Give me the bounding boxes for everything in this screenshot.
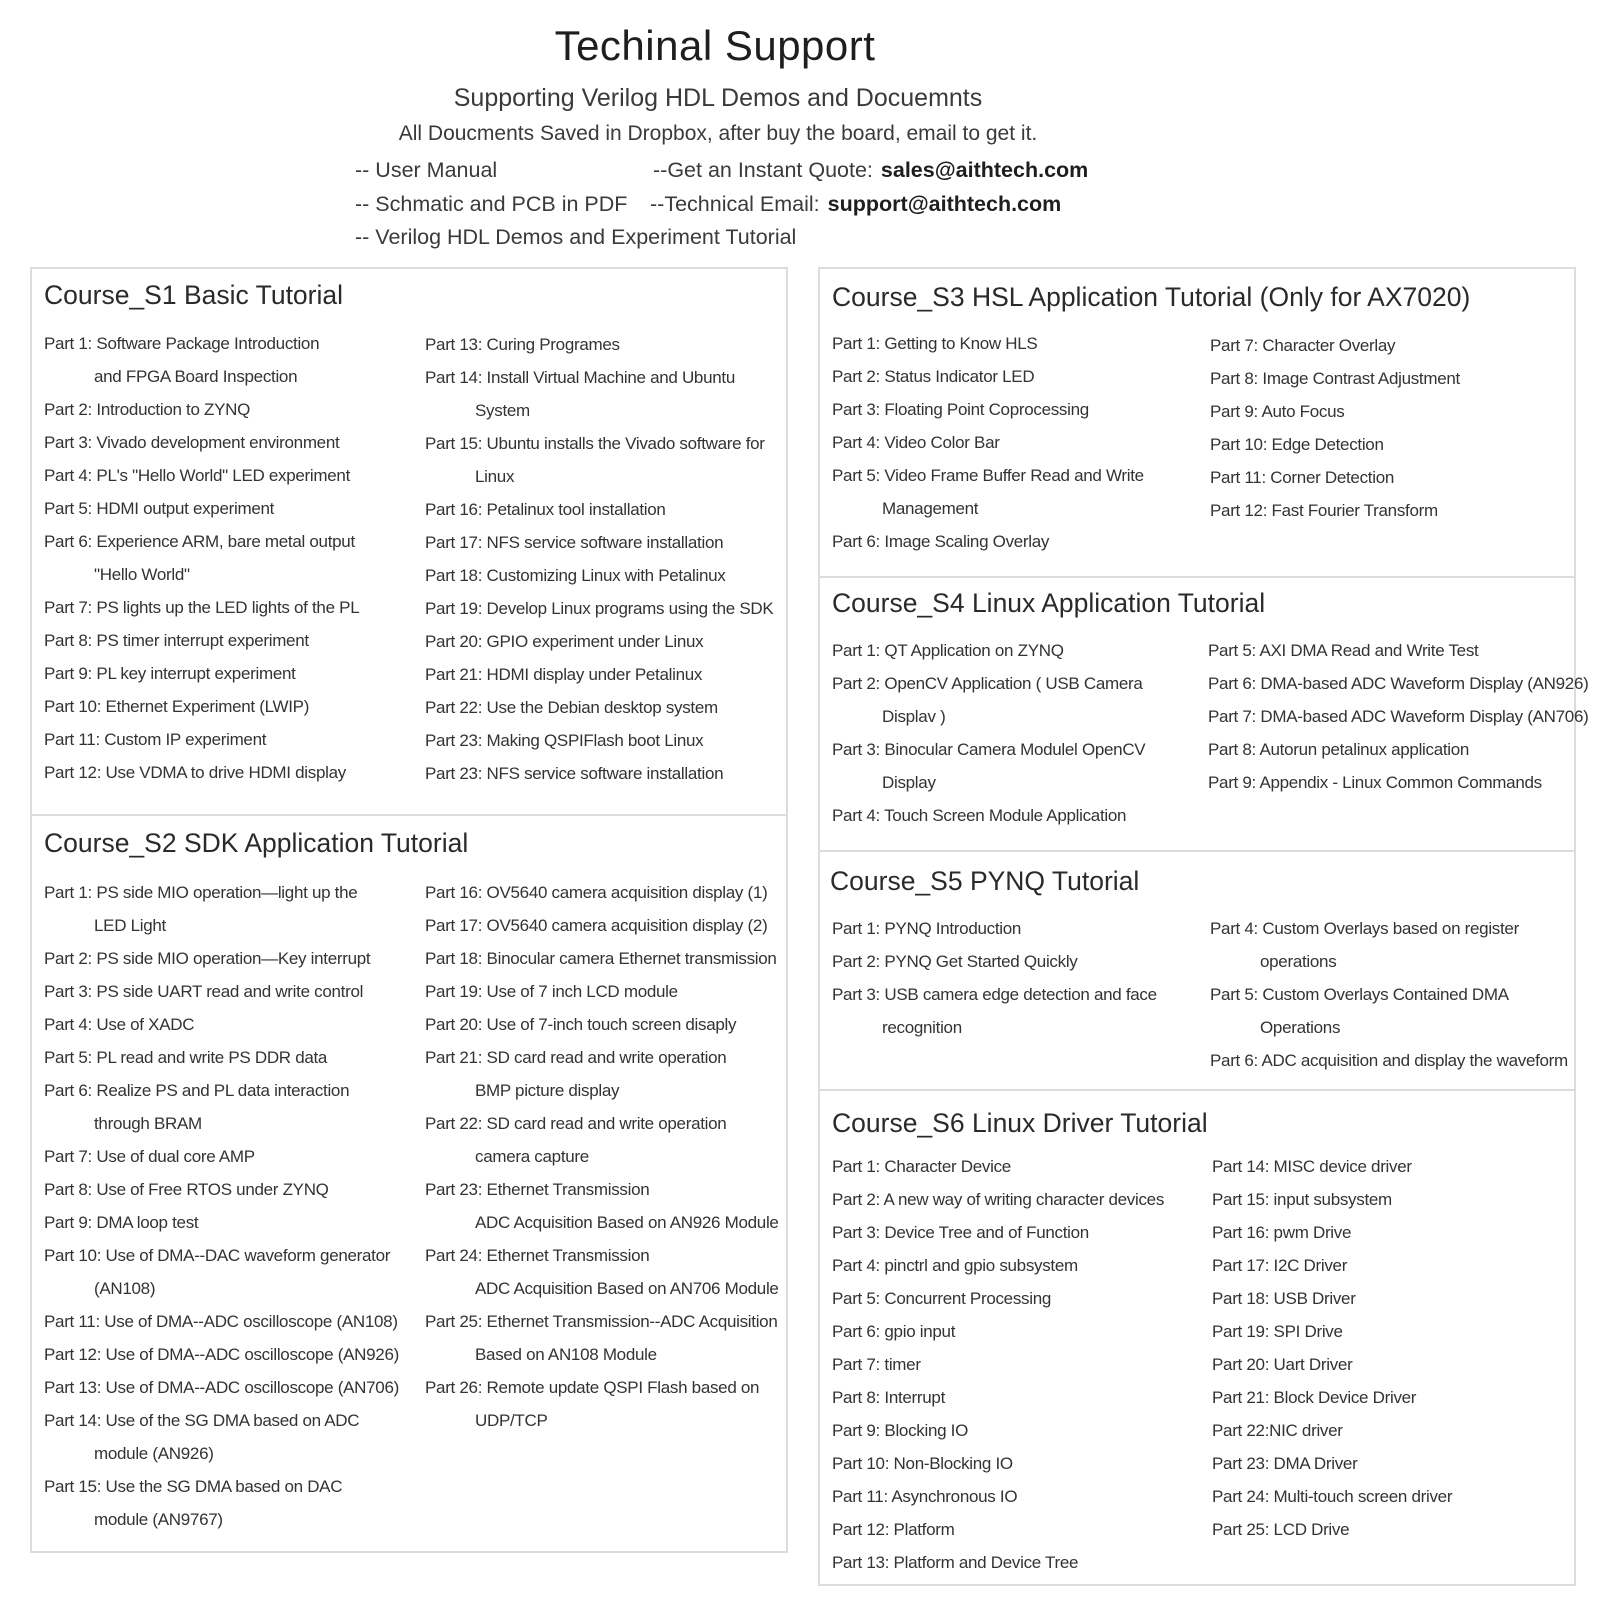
course-s6-left-list — [832, 1150, 1164, 1579]
course-part-item: Part 17: OV5640 camera acquisition display (2) — [425, 916, 768, 935]
course-s5-left-list — [832, 912, 1157, 1044]
course-part-continuation: operations — [1260, 952, 1337, 971]
course-part-continuation: Management — [882, 499, 979, 518]
course-part-item: Part 9: DMA loop test — [44, 1213, 199, 1232]
course-part-item: Part 2: A new way of writing character devices — [832, 1190, 1165, 1209]
course-part-item: Part 4: pinctrl and gpio subsystem — [832, 1256, 1078, 1275]
course-part-item: Part 24: Ethernet Transmission — [425, 1246, 650, 1265]
course-part-item: Part 13: Use of DMA--ADC oscilloscope (AN706) — [44, 1378, 399, 1397]
course-part-item: Part 22: Use the Debian desktop system — [425, 698, 718, 717]
course-part-item: Part 9: Appendix - Linux Common Commands — [1208, 773, 1542, 792]
course-part-item: Part 14: Install Virtual Machine and Ubuntu — [425, 368, 735, 387]
course-s6-right-list — [1212, 1150, 1452, 1546]
course-part-item: Part 8: Interrupt — [832, 1388, 946, 1407]
course-part-continuation: Linux — [475, 467, 515, 486]
course-part-item: Part 8: Image Contrast Adjustment — [1210, 369, 1460, 388]
course-part-item: Part 10: Non-Blocking IO — [832, 1454, 1013, 1473]
course-part-continuation: and FPGA Board Inspection — [94, 367, 298, 386]
course-part-item: Part 20: Use of 7-inch touch screen disaply — [425, 1015, 737, 1034]
course-part-item: Part 1: Character Device — [832, 1157, 1011, 1176]
course-part-item: Part 6: ADC acquisition and display the waveform — [1210, 1051, 1568, 1070]
support-email-link[interactable]: support@aithtech.com — [827, 192, 1062, 216]
course-part-item: Part 3: PS side UART read and write control — [44, 982, 364, 1001]
course-part-item: Part 4: PL's "Hello World" LED experiment — [44, 466, 350, 485]
course-part-item: Part 14: Use of the SG DMA based on ADC — [44, 1411, 360, 1430]
course-part-item: Part 3: Floating Point Coprocessing — [832, 400, 1089, 419]
course-s4-left-list — [832, 634, 1145, 832]
course-s3-right-list — [1210, 329, 1460, 527]
course-part-item: Part 12: Fast Fourier Transform — [1210, 501, 1438, 520]
course-part-item: Part 4: Touch Screen Module Application — [832, 806, 1127, 825]
course-part-item: Part 15: Use the SG DMA based on DAC — [44, 1477, 343, 1496]
course-part-continuation: Display — [882, 773, 936, 792]
course-part-item: Part 6: Image Scaling Overlay — [832, 532, 1050, 551]
course-part-continuation: module (AN9767) — [94, 1510, 223, 1529]
course-part-item: Part 18: Binocular camera Ethernet transmission — [425, 949, 777, 968]
course-part-continuation: recognition — [882, 1018, 962, 1037]
course-part-continuation: ADC Acquisition Based on AN706 Module — [475, 1279, 779, 1298]
technical-contact — [650, 192, 1061, 217]
course-s2-title: Course_S2 SDK Application Tutorial — [44, 828, 469, 858]
course-part-item: Part 18: USB Driver — [1212, 1289, 1356, 1308]
course-part-item: Part 2: OpenCV Application ( USB Camera — [832, 674, 1143, 693]
course-part-item: Part 5: AXI DMA Read and Write Test — [1208, 641, 1479, 660]
course-part-item: Part 9: Blocking IO — [832, 1421, 969, 1440]
course-part-item: Part 1: Getting to Know HLS — [832, 334, 1038, 353]
course-part-item: Part 5: Custom Overlays Contained DMA — [1210, 985, 1509, 1004]
course-part-item: Part 13: Platform and Device Tree — [832, 1553, 1079, 1572]
course-s1-right-list — [425, 328, 773, 790]
course-part-item: Part 20: Uart Driver — [1212, 1355, 1353, 1374]
course-part-item: Part 16: OV5640 camera acquisition display (1) — [425, 883, 768, 902]
course-part-item: Part 8: Use of Free RTOS under ZYNQ — [44, 1180, 329, 1199]
course-part-item: Part 10: Edge Detection — [1210, 435, 1384, 454]
course-part-item: Part 1: PS side MIO operation—light up the — [44, 883, 358, 902]
course-part-item: Part 11: Custom IP experiment — [44, 730, 267, 749]
right-panel-divider-s6 — [818, 1089, 1574, 1091]
course-part-continuation: (AN108) — [94, 1279, 156, 1298]
course-part-item: Part 22: SD card read and write operation — [425, 1114, 727, 1133]
sales-email-link[interactable]: sales@aithtech.com — [880, 158, 1089, 182]
course-part-continuation: through BRAM — [94, 1114, 202, 1133]
course-s2-right-list — [425, 876, 779, 1437]
course-part-item: Part 24: Multi-touch screen driver — [1212, 1487, 1453, 1506]
dropbox-note: All Doucments Saved in Dropbox, after buy the board, email to get it. — [398, 122, 1038, 145]
course-part-item: Part 23: Making QSPIFlash boot Linux — [425, 731, 704, 750]
course-part-continuation: Displav ) — [882, 707, 946, 726]
course-part-continuation: "Hello World" — [94, 565, 190, 584]
course-s5-title: Course_S5 PYNQ Tutorial — [830, 866, 1140, 896]
schematic-item: -- Schmatic and PCB in PDF — [355, 192, 628, 216]
course-part-item: Part 18: Customizing Linux with Petalinux — [425, 566, 726, 585]
technical-label: --Technical Email: — [650, 192, 820, 216]
course-part-continuation: camera capture — [475, 1147, 589, 1166]
course-s1-title: Course_S1 Basic Tutorial — [44, 280, 344, 310]
course-s4-title: Course_S4 Linux Application Tutorial — [832, 588, 1266, 618]
course-part-item: Part 6: gpio input — [832, 1322, 956, 1341]
course-part-item: Part 2: PS side MIO operation—Key interrupt — [44, 949, 371, 968]
course-part-item: Part 1: Software Package Introduction — [44, 334, 320, 353]
left-panel-divider — [30, 814, 786, 816]
course-s3-title: Course_S3 HSL Application Tutorial (Only for AX7020) — [832, 282, 1471, 312]
course-part-continuation: BMP picture display — [475, 1081, 620, 1100]
course-part-item: Part 4: Video Color Bar — [832, 433, 1000, 452]
course-part-item: Part 17: I2C Driver — [1212, 1256, 1348, 1275]
course-part-item: Part 9: Auto Focus — [1210, 402, 1345, 421]
course-part-item: Part 11: Corner Detection — [1210, 468, 1394, 487]
course-part-continuation: Operations — [1260, 1018, 1341, 1037]
course-part-item: Part 17: NFS service software installation — [425, 533, 724, 552]
course-part-item: Part 13: Curing Programes — [425, 335, 620, 354]
course-part-item: Part 3: USB camera edge detection and face — [832, 985, 1157, 1004]
page-title: Techinal Support — [554, 22, 876, 69]
course-part-item: Part 7: Use of dual core AMP — [44, 1147, 255, 1166]
course-part-item: Part 22:NIC driver — [1212, 1421, 1343, 1440]
course-part-continuation: System — [475, 401, 530, 420]
course-part-item: Part 7: Character Overlay — [1210, 336, 1396, 355]
course-part-item: Part 5: Video Frame Buffer Read and Write — [832, 466, 1144, 485]
course-part-item: Part 7: PS lights up the LED lights of the PL — [44, 598, 360, 617]
course-part-item: Part 5: Concurrent Processing — [832, 1289, 1052, 1308]
page-header — [0, 0, 1600, 262]
quote-contact — [653, 158, 1088, 183]
right-panel-divider-s4 — [818, 576, 1574, 578]
course-part-item: Part 21: SD card read and write operation — [425, 1048, 727, 1067]
course-part-item: Part 8: Autorun petalinux application — [1208, 740, 1470, 759]
course-part-item: Part 23: NFS service software installation — [425, 764, 724, 783]
course-part-item: Part 20: GPIO experiment under Linux — [425, 632, 704, 651]
course-part-item: Part 23: DMA Driver — [1212, 1454, 1358, 1473]
course-part-item: Part 3: Vivado development environment — [44, 433, 340, 452]
course-part-continuation: LED Light — [94, 916, 166, 935]
course-part-item: Part 7: timer — [832, 1355, 921, 1374]
page-subtitle: Supporting Verilog HDL Demos and Docuemnts — [453, 84, 983, 112]
course-part-item: Part 25: Ethernet Transmission--ADC Acquisition — [425, 1312, 778, 1331]
course-part-item: Part 3: Binocular Camera Modulel OpenCV — [832, 740, 1146, 759]
course-part-item: Part 10: Use of DMA--DAC waveform generator — [44, 1246, 391, 1265]
course-part-item: Part 26: Remote update QSPI Flash based on — [425, 1378, 760, 1397]
user-manual-item: -- User Manual — [355, 158, 498, 182]
course-s5-right-list — [1210, 912, 1568, 1077]
course-s1-left-list — [44, 327, 359, 789]
course-part-item: Part 1: PYNQ Introduction — [832, 919, 1022, 938]
course-part-item: Part 23: Ethernet Transmission — [425, 1180, 650, 1199]
course-part-item: Part 9: PL key interrupt experiment — [44, 664, 296, 683]
course-part-item: Part 5: HDMI output experiment — [44, 499, 275, 518]
course-part-item: Part 4: Use of XADC — [44, 1015, 195, 1034]
course-part-continuation: ADC Acquisition Based on AN926 Module — [475, 1213, 779, 1232]
course-s6-title: Course_S6 Linux Driver Tutorial — [832, 1108, 1208, 1138]
course-part-continuation: Based on AN108 Module — [475, 1345, 657, 1364]
course-part-item: Part 6: Experience ARM, bare metal output — [44, 532, 355, 551]
quote-label: --Get an Instant Quote: — [653, 158, 873, 182]
course-part-item: Part 19: Develop Linux programs using the SDK — [425, 599, 774, 618]
course-part-item: Part 12: Use of DMA--ADC oscilloscope (AN926) — [44, 1345, 399, 1364]
course-part-item: Part 6: DMA-based ADC Waveform Display (AN926) — [1208, 674, 1589, 693]
course-part-item: Part 12: Platform — [832, 1520, 955, 1539]
course-part-item: Part 6: Realize PS and PL data interaction — [44, 1081, 350, 1100]
course-part-item: Part 1: QT Application on ZYNQ — [832, 641, 1064, 660]
course-part-item: Part 21: HDMI display under Petalinux — [425, 665, 703, 684]
course-part-item: Part 10: Ethernet Experiment (LWIP) — [44, 697, 310, 716]
course-s2-left-list — [44, 876, 399, 1536]
course-part-item: Part 2: Introduction to ZYNQ — [44, 400, 251, 419]
course-part-item: Part 5: PL read and write PS DDR data — [44, 1048, 328, 1067]
course-part-item: Part 2: Status Indicator LED — [832, 367, 1035, 386]
verilog-demos-item: -- Verilog HDL Demos and Experiment Tutorial — [355, 225, 797, 249]
course-part-item: Part 11: Asynchronous IO — [832, 1487, 1018, 1506]
course-part-item: Part 11: Use of DMA--ADC oscilloscope (AN108) — [44, 1312, 398, 1331]
course-part-item: Part 12: Use VDMA to drive HDMI display — [44, 763, 346, 782]
course-part-item: Part 16: pwm Drive — [1212, 1223, 1352, 1242]
right-panel-divider-s5 — [818, 850, 1574, 852]
course-part-item: Part 7: DMA-based ADC Waveform Display (AN706) — [1208, 707, 1589, 726]
course-part-item: Part 15: input subsystem — [1212, 1190, 1392, 1209]
course-part-item: Part 8: PS timer interrupt experiment — [44, 631, 309, 650]
course-part-item: Part 15: Ubuntu installs the Vivado software for — [425, 434, 765, 453]
course-part-item: Part 19: Use of 7 inch LCD module — [425, 982, 678, 1001]
course-part-continuation: module (AN926) — [94, 1444, 214, 1463]
course-part-item: Part 2: PYNQ Get Started Quickly — [832, 952, 1078, 971]
course-part-continuation: UDP/TCP — [475, 1411, 548, 1430]
course-part-item: Part 14: MISC device driver — [1212, 1157, 1412, 1176]
course-part-item: Part 16: Petalinux tool installation — [425, 500, 666, 519]
course-s3-left-list — [832, 327, 1144, 558]
course-part-item: Part 19: SPI Drive — [1212, 1322, 1343, 1341]
course-part-item: Part 3: Device Tree and of Function — [832, 1223, 1089, 1242]
course-part-item: Part 21: Block Device Driver — [1212, 1388, 1417, 1407]
course-part-item: Part 25: LCD Drive — [1212, 1520, 1350, 1539]
course-s4-right-list — [1208, 634, 1588, 799]
course-part-item: Part 4: Custom Overlays based on register — [1210, 919, 1519, 938]
